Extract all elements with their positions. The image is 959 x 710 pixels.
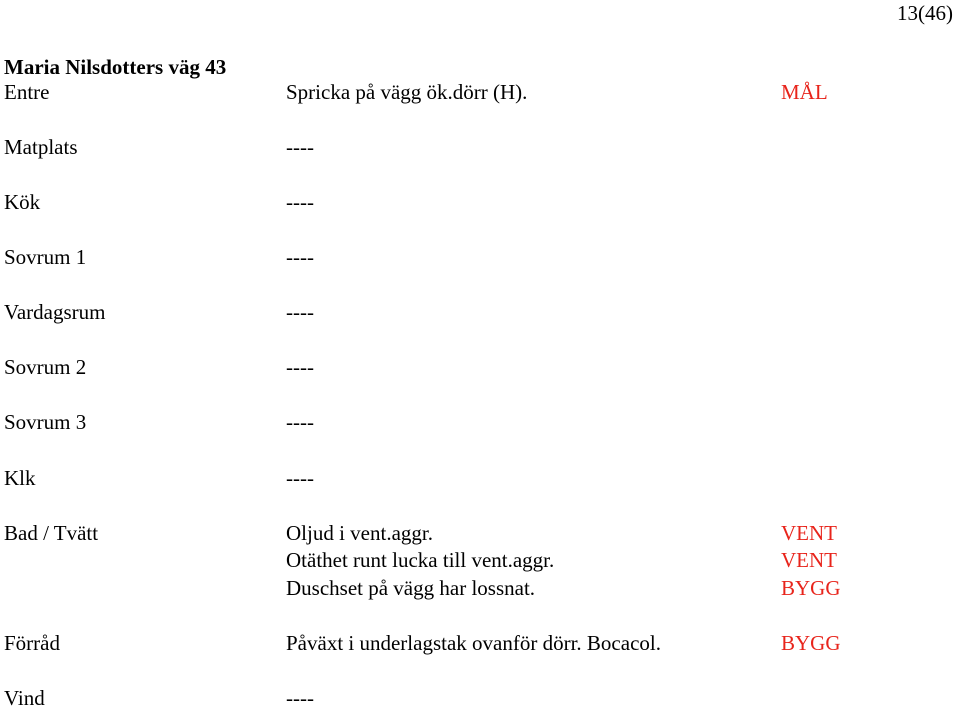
remark-text: ---- (286, 245, 314, 269)
address-heading: Maria Nilsdotters väg 43 (4, 55, 227, 79)
room-label: Matplats (4, 135, 78, 159)
category-tag: VENT (781, 548, 837, 572)
remark-text: ---- (286, 190, 314, 214)
room-label: Klk (4, 466, 36, 490)
row-sovrum-1 (0, 245, 959, 269)
room-label: Förråd (4, 631, 60, 655)
category-tag: VENT (781, 521, 837, 545)
row-matplats (0, 135, 959, 159)
row-forrad (0, 631, 959, 655)
room-label: Vardagsrum (4, 300, 106, 324)
room-label: Entre (4, 80, 50, 104)
remark-text: Påväxt i underlagstak ovanför dörr. Bocacol. (286, 631, 661, 655)
remark-text: ---- (286, 135, 314, 159)
room-label: Sovrum 3 (4, 410, 87, 434)
remark-text: Otäthet runt lucka till vent.aggr. (286, 548, 555, 572)
remark-text: ---- (286, 410, 314, 434)
category-tag: BYGG (781, 576, 841, 600)
row-sovrum-3 (0, 410, 959, 434)
row-vardagsrum (0, 300, 959, 324)
row-bad-tvatt-2 (0, 548, 959, 572)
row-bad-tvatt (0, 521, 959, 545)
page-number: 13(46) (897, 1, 953, 25)
room-label: Sovrum 2 (4, 355, 87, 379)
remark-text: ---- (286, 300, 314, 324)
row-bad-tvatt-3 (0, 576, 959, 600)
row-vind (0, 686, 959, 710)
row-kok (0, 190, 959, 214)
row-entre (0, 80, 959, 104)
room-label: Vind (4, 686, 45, 710)
row-sovrum-2 (0, 355, 959, 379)
room-label: Kök (4, 190, 41, 214)
remark-text: ---- (286, 355, 314, 379)
remark-text: Oljud i vent.aggr. (286, 521, 433, 545)
remark-text: Duschset på vägg har lossnat. (286, 576, 536, 600)
category-tag: BYGG (781, 631, 841, 655)
category-tag: MÅL (781, 80, 828, 104)
remark-text: ---- (286, 686, 314, 710)
room-label: Bad / Tvätt (4, 521, 99, 545)
remark-text: Spricka på vägg ök.dörr (H). (286, 80, 528, 104)
row-klk (0, 466, 959, 490)
room-label: Sovrum 1 (4, 245, 87, 269)
remark-text: ---- (286, 466, 314, 490)
